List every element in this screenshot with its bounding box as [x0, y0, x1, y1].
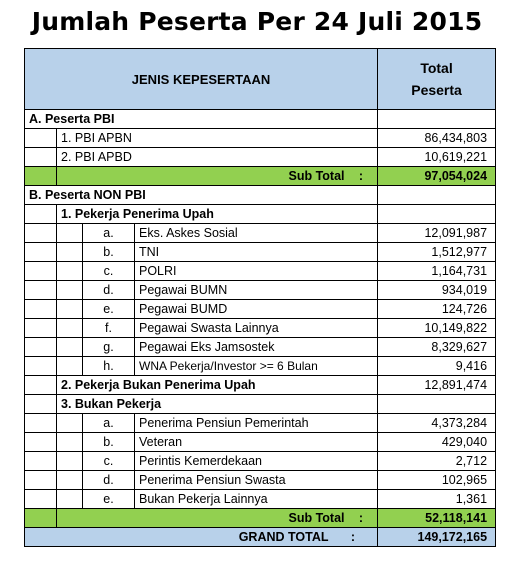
indent-cell	[25, 490, 57, 509]
participants-table	[24, 48, 496, 547]
row-value: 102,965	[378, 471, 496, 490]
indent-cell	[25, 452, 57, 471]
group-2-row	[25, 376, 496, 395]
row-label: Pegawai Eks Jamsostek	[135, 338, 378, 357]
section-a-row	[25, 110, 496, 129]
grand-total-label: GRAND TOTAL	[238, 530, 329, 544]
row-label: Penerima Pensiun Pemerintah	[135, 414, 378, 433]
group-1-title: 1. Pekerja Penerima Upah	[57, 205, 378, 224]
row-letter: c.	[83, 452, 135, 471]
indent-cell	[25, 205, 57, 224]
row-letter: e.	[83, 490, 135, 509]
table-row	[25, 471, 496, 490]
table-row	[25, 319, 496, 338]
section-b-title: B. Peserta NON PBI	[25, 186, 378, 205]
indent-cell	[57, 471, 83, 490]
row-letter: b.	[83, 433, 135, 452]
table-row	[25, 148, 496, 167]
empty-cell	[378, 395, 496, 414]
indent-cell	[25, 224, 57, 243]
indent-cell	[25, 281, 57, 300]
table-row	[25, 338, 496, 357]
subtotal-spacer	[57, 167, 135, 186]
table-row	[25, 357, 496, 376]
header-total	[378, 49, 496, 110]
indent-cell	[25, 433, 57, 452]
row-letter: c.	[83, 262, 135, 281]
grand-total-label-cell	[135, 528, 378, 547]
indent-cell	[25, 319, 57, 338]
subtotal-a-label-cell	[135, 167, 378, 186]
table-row	[25, 300, 496, 319]
subtotal-b-label: Sub Total	[288, 511, 345, 525]
row-label: 1. PBI APBN	[57, 129, 378, 148]
empty-cell	[378, 110, 496, 129]
subtotal-b-value: 52,118,141	[378, 509, 496, 528]
indent-cell	[25, 376, 57, 395]
row-label: Pegawai BUMN	[135, 281, 378, 300]
indent-cell	[57, 452, 83, 471]
row-letter: f.	[83, 319, 135, 338]
empty-cell	[378, 205, 496, 224]
header-total-line2: Peserta	[411, 82, 462, 98]
grand-total-row	[25, 528, 496, 547]
group-2-title: 2. Pekerja Bukan Penerima Upah	[57, 376, 378, 395]
row-letter: b.	[83, 243, 135, 262]
row-label: Eks. Askes Sosial	[135, 224, 378, 243]
row-value: 1,164,731	[378, 262, 496, 281]
section-a-title: A. Peserta PBI	[25, 110, 378, 129]
indent-cell	[57, 281, 83, 300]
section-b-row	[25, 186, 496, 205]
indent-cell	[57, 414, 83, 433]
group-1-row	[25, 205, 496, 224]
header-jenis: JENIS KEPESERTAAN	[25, 49, 378, 110]
subtotal-b-label-cell	[135, 509, 378, 528]
grand-total-colon: :	[350, 530, 356, 544]
row-value: 934,019	[378, 281, 496, 300]
grand-total-value: 149,172,165	[378, 528, 496, 547]
subtotal-a-value: 97,054,024	[378, 167, 496, 186]
row-letter: a.	[83, 224, 135, 243]
header-total-line1: Total	[420, 60, 453, 76]
indent-cell	[25, 148, 57, 167]
table-row	[25, 452, 496, 471]
subtotal-a-label: Sub Total	[288, 169, 345, 183]
row-value: 12,091,987	[378, 224, 496, 243]
subtotal-spacer	[57, 509, 135, 528]
row-value: 10,149,822	[378, 319, 496, 338]
row-letter: d.	[83, 281, 135, 300]
table-row	[25, 414, 496, 433]
row-value: 4,373,284	[378, 414, 496, 433]
indent-cell	[57, 357, 83, 376]
row-label: Pegawai BUMD	[135, 300, 378, 319]
table-row	[25, 490, 496, 509]
row-label: POLRI	[135, 262, 378, 281]
indent-cell	[57, 319, 83, 338]
page-title: Jumlah Peserta Per 24 Juli 2015	[31, 7, 483, 36]
indent-cell	[25, 395, 57, 414]
indent-cell	[25, 129, 57, 148]
row-value: 1,512,977	[378, 243, 496, 262]
row-label: 2. PBI APBD	[57, 148, 378, 167]
row-letter: a.	[83, 414, 135, 433]
row-label: Bukan Pekerja Lainnya	[135, 490, 378, 509]
indent-cell	[57, 262, 83, 281]
indent-cell	[25, 167, 57, 186]
indent-cell	[57, 433, 83, 452]
indent-cell	[25, 300, 57, 319]
table-row	[25, 129, 496, 148]
subtotal-b-row	[25, 509, 496, 528]
table-row	[25, 262, 496, 281]
row-value: 1,361	[378, 490, 496, 509]
indent-cell	[25, 357, 57, 376]
group-3-row	[25, 395, 496, 414]
subtotal-a-colon: :	[358, 169, 364, 183]
row-value: 8,329,627	[378, 338, 496, 357]
row-label: WNA Pekerja/Investor >= 6 Bulan	[135, 357, 378, 376]
indent-cell	[57, 224, 83, 243]
indent-cell	[57, 243, 83, 262]
row-value: 2,712	[378, 452, 496, 471]
table-row	[25, 281, 496, 300]
grand-spacer	[25, 528, 135, 547]
group-3-title: 3. Bukan Pekerja	[57, 395, 378, 414]
row-letter: e.	[83, 300, 135, 319]
indent-cell	[25, 243, 57, 262]
row-value: 10,619,221	[378, 148, 496, 167]
table-row	[25, 243, 496, 262]
row-letter: d.	[83, 471, 135, 490]
indent-cell	[25, 414, 57, 433]
row-value: 86,434,803	[378, 129, 496, 148]
subtotal-b-colon: :	[358, 511, 364, 525]
row-letter: g.	[83, 338, 135, 357]
row-value: 124,726	[378, 300, 496, 319]
row-label: Perintis Kemerdekaan	[135, 452, 378, 471]
row-letter: h.	[83, 357, 135, 376]
row-label: Pegawai Swasta Lainnya	[135, 319, 378, 338]
row-label: TNI	[135, 243, 378, 262]
subtotal-a-row	[25, 167, 496, 186]
indent-cell	[25, 509, 57, 528]
row-value: 429,040	[378, 433, 496, 452]
table-row	[25, 433, 496, 452]
empty-cell	[378, 186, 496, 205]
indent-cell	[25, 471, 57, 490]
row-value: 9,416	[378, 357, 496, 376]
indent-cell	[25, 338, 57, 357]
indent-cell	[57, 490, 83, 509]
indent-cell	[25, 262, 57, 281]
group-2-value: 12,891,474	[378, 376, 496, 395]
indent-cell	[57, 338, 83, 357]
indent-cell	[57, 300, 83, 319]
row-label: Penerima Pensiun Swasta	[135, 471, 378, 490]
table-row	[25, 224, 496, 243]
row-label: Veteran	[135, 433, 378, 452]
table-header-row	[25, 49, 496, 110]
